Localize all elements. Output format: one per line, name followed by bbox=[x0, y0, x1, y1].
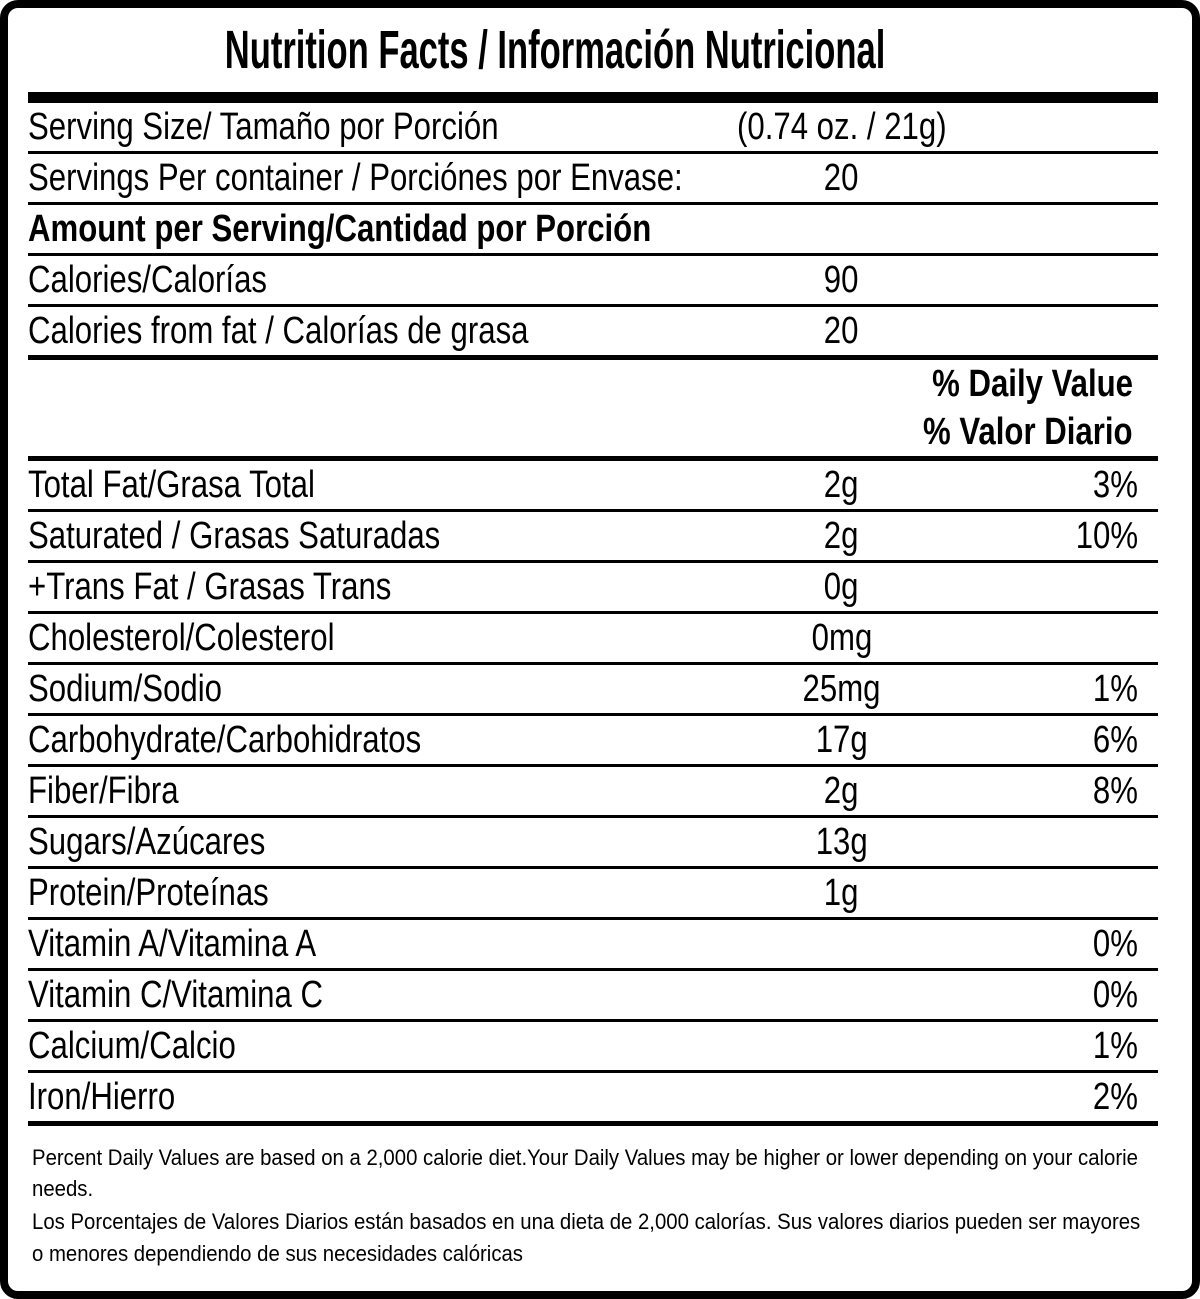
nutrient-amount: 2g bbox=[824, 770, 859, 812]
calories-from-fat-row bbox=[28, 307, 1158, 360]
nutrient-label: Sugars/Azúcares bbox=[28, 821, 266, 863]
nutrient-label: Fiber/Fibra bbox=[28, 770, 179, 812]
nutrient-daily-value: 0% bbox=[1092, 923, 1138, 965]
nutrient-label: Protein/Proteínas bbox=[28, 872, 269, 914]
nutrient-label: Vitamin C/Vitamina C bbox=[28, 974, 323, 1016]
servings-per-container-row bbox=[28, 154, 1158, 205]
nutrient-row bbox=[28, 665, 1158, 716]
nutrient-label: Calcium/Calcio bbox=[28, 1025, 236, 1067]
nutrient-row bbox=[28, 818, 1158, 869]
nutrient-label: +Trans Fat / Grasas Trans bbox=[28, 566, 392, 608]
nutrient-daily-value: 2% bbox=[1092, 1076, 1138, 1118]
nutrient-rows bbox=[28, 461, 1158, 1126]
nutrient-row bbox=[28, 1073, 1158, 1126]
daily-value-header-es: % Valor Diario bbox=[923, 410, 1133, 453]
nutrient-amount bbox=[616, 971, 1068, 1019]
nutrient-row bbox=[28, 920, 1158, 971]
nutrient-amount bbox=[616, 920, 1068, 968]
nutrient-daily-value: 1% bbox=[1092, 668, 1138, 710]
nutrient-row bbox=[28, 971, 1158, 1022]
serving-size-label: Serving Size/ Tamaño por Porción bbox=[28, 106, 499, 148]
daily-value-header-block bbox=[28, 360, 1158, 461]
label-title: Nutrition Facts / Información Nutricional bbox=[225, 20, 886, 80]
footnote bbox=[28, 1126, 1158, 1269]
daily-value-header-en: % Daily Value bbox=[932, 362, 1133, 405]
servings-per-container-value: 20 bbox=[824, 157, 859, 199]
amount-per-serving-header-row bbox=[28, 205, 1158, 256]
nutrient-row bbox=[28, 512, 1158, 563]
label-title-area bbox=[28, 8, 1158, 92]
nutrient-amount: 0g bbox=[824, 566, 859, 608]
footnote-spanish: Los Porcentajes de Valores Diarios están basados en una dieta de 2,000 calorías. Sus valores diarios pueden ser mayores o menores dependiendo de sus necesidades calóricas bbox=[32, 1209, 1141, 1266]
nutrient-daily-value: 3% bbox=[1092, 464, 1138, 506]
footnote-english: Percent Daily Values are based on a 2,000 calorie diet.Your Daily Values may be higher or lower depending on your calorie needs. bbox=[32, 1145, 1138, 1202]
nutrient-amount: 2g bbox=[824, 464, 859, 506]
nutrient-amount bbox=[616, 1022, 1068, 1070]
nutrient-daily-value: 6% bbox=[1092, 719, 1138, 761]
nutrient-amount: 25mg bbox=[802, 668, 881, 710]
nutrient-daily-value: 10% bbox=[1075, 515, 1138, 557]
nutrient-daily-value: 0% bbox=[1092, 974, 1138, 1016]
calories-from-fat-value: 20 bbox=[824, 310, 859, 352]
nutrient-label: Vitamin A/Vitamina A bbox=[28, 923, 317, 965]
nutrient-label: Total Fat/Grasa Total bbox=[28, 464, 315, 506]
nutrient-daily-value: 1% bbox=[1092, 1025, 1138, 1067]
calories-row bbox=[28, 256, 1158, 307]
nutrient-amount: 17g bbox=[815, 719, 868, 761]
amount-per-serving-header: Amount per Serving/Cantidad por Porción bbox=[28, 208, 652, 250]
nutrient-amount: 0mg bbox=[811, 617, 872, 659]
nutrient-label: Cholesterol/Colesterol bbox=[28, 617, 335, 659]
nutrient-row bbox=[28, 767, 1158, 818]
nutrient-label: Carbohydrate/Carbohidratos bbox=[28, 719, 422, 761]
nutrient-amount: 13g bbox=[815, 821, 868, 863]
nutrient-label: Iron/Hierro bbox=[28, 1076, 176, 1118]
nutrient-row bbox=[28, 1022, 1158, 1073]
nutrient-label: Sodium/Sodio bbox=[28, 668, 223, 710]
nutrient-row bbox=[28, 461, 1158, 512]
nutrient-row bbox=[28, 869, 1158, 920]
nutrient-row bbox=[28, 563, 1158, 614]
calories-from-fat-label: Calories from fat / Calorías de grasa bbox=[28, 310, 529, 352]
nutrient-amount bbox=[616, 1073, 1068, 1121]
nutrient-amount: 1g bbox=[824, 872, 859, 914]
nutrient-label: Saturated / Grasas Saturadas bbox=[28, 515, 441, 557]
title-separator-bar bbox=[28, 92, 1158, 103]
serving-size-value: (0.74 oz. / 21g) bbox=[736, 106, 947, 148]
calories-label: Calories/Calorías bbox=[28, 259, 267, 301]
nutrient-row bbox=[28, 716, 1158, 767]
nutrient-daily-value: 8% bbox=[1092, 770, 1138, 812]
nutrient-row bbox=[28, 614, 1158, 665]
calories-value: 90 bbox=[824, 259, 859, 301]
serving-size-row bbox=[28, 103, 1158, 154]
nutrient-amount: 2g bbox=[824, 515, 859, 557]
servings-per-container-label: Servings Per container / Porciónes por Envase: bbox=[28, 157, 683, 199]
